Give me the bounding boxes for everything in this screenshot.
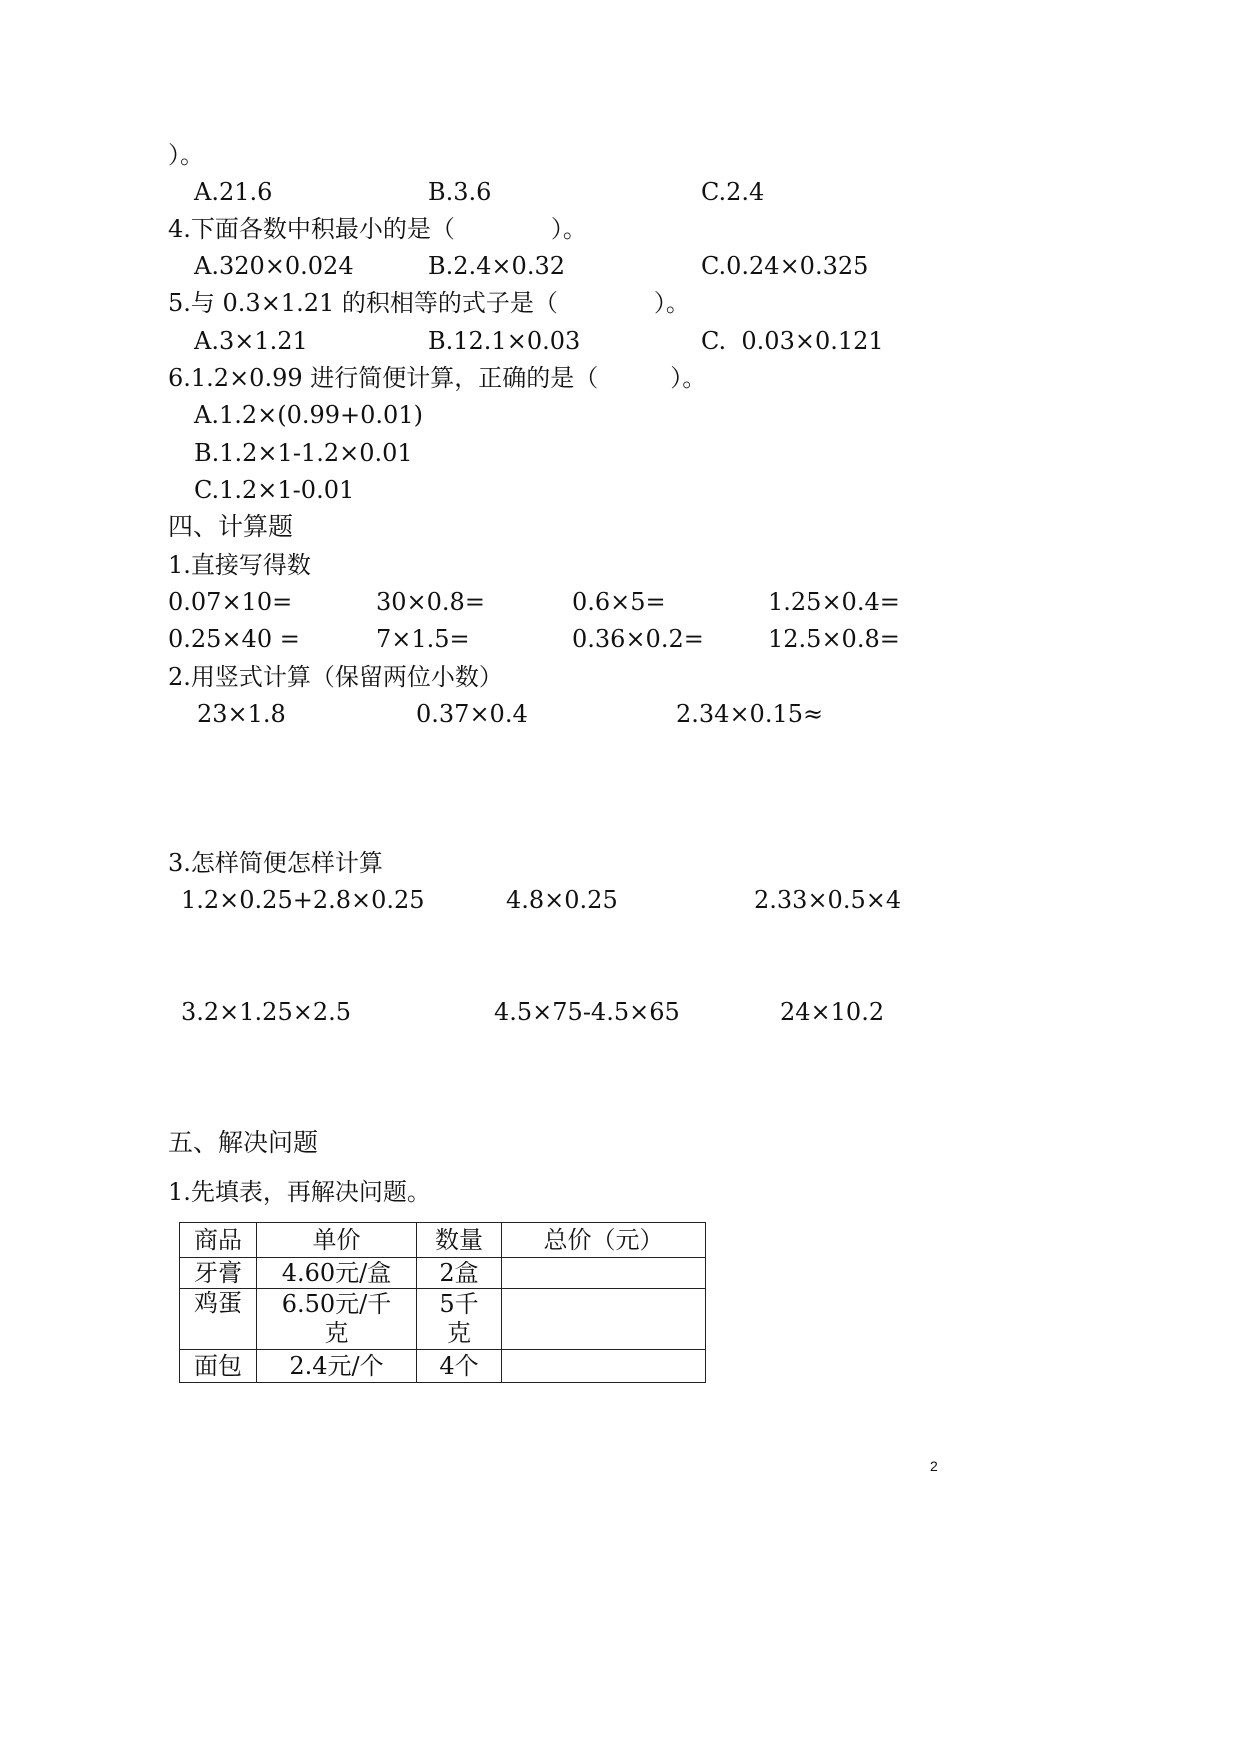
q6-option-c: C.1.2×1-0.01 [194,476,355,504]
q5-question: 5.与 0.3×1.21 的积相等的式子是（ ）。 [168,289,690,317]
cell-price [257,1289,417,1350]
table-row [180,1258,706,1289]
cell-item: 面包 [180,1350,257,1383]
section5-title: 五、解决问题 [168,1128,319,1157]
s4-p3-r1-c3: 2.33×0.5×4 [754,886,902,914]
header-quantity: 数量 [417,1223,502,1258]
q4-option-b: B.2.4×0.32 [428,252,565,280]
s4-p2-item-1: 23×1.8 [197,700,286,728]
table-header-row [180,1223,706,1258]
s4-p3-r1-c2: 4.8×0.25 [506,886,618,914]
cell-qty [417,1289,502,1350]
s4-p2-item-2: 0.37×0.4 [416,700,528,728]
cell-price: 2.4元/个 [257,1350,417,1383]
cell-item: 牙膏 [180,1258,257,1289]
q4-option-a: A.320×0.024 [194,252,354,280]
header-item: 商品 [180,1223,257,1258]
table-row [180,1289,706,1350]
header-unit-price: 单价 [257,1223,417,1258]
s4-p1-title: 1.直接写得数 [168,551,311,579]
header-total: 总价（元） [502,1223,706,1258]
cell-price-line1: 6.50元/千 [281,1290,392,1318]
s4-p1-r2-c2: 7×1.5= [376,625,470,653]
cell-qty: 4个 [417,1350,502,1383]
s4-p1-r1-c2: 30×0.8= [376,588,485,616]
cell-price-line2: 克 [324,1319,349,1347]
section4-title: 四、计算题 [168,512,294,541]
q6-question: 6.1.2×0.99 进行简便计算，正确的是（ ）。 [168,364,707,392]
s4-p3-r2-c3: 24×10.2 [780,998,885,1026]
cell-total[interactable] [502,1350,706,1383]
q4-question: 4.下面各数中积最小的是（ ）。 [168,215,587,243]
s4-p2-title: 2.用竖式计算（保留两位小数） [168,663,503,691]
s4-p1-r1-c4: 1.25×0.4= [768,588,900,616]
s5-p1-title: 1.先填表，再解决问题。 [168,1178,431,1206]
q3-option-c: C.2.4 [701,178,765,206]
q3-option-b: B.3.6 [428,178,492,206]
cell-price: 4.60元/盒 [257,1258,417,1289]
s4-p1-r1-c1: 0.07×10= [168,588,293,616]
price-table [179,1222,706,1383]
cell-total[interactable] [502,1289,706,1350]
s4-p3-r2-c2: 4.5×75-4.5×65 [494,998,680,1026]
q6-option-b: B.1.2×1-1.2×0.01 [194,439,413,467]
s4-p1-r1-c3: 0.6×5= [572,588,666,616]
q5-option-b: B.12.1×0.03 [428,327,581,355]
cell-total[interactable] [502,1258,706,1289]
s4-p1-r2-c4: 12.5×0.8= [768,625,900,653]
s4-p3-r1-c1: 1.2×0.25+2.8×0.25 [181,886,425,914]
q5-option-a: A.3×1.21 [194,327,308,355]
s4-p1-r2-c1: 0.25×40 = [168,625,300,653]
s4-p3-r2-c1: 3.2×1.25×2.5 [181,998,351,1026]
cell-qty: 2盒 [417,1258,502,1289]
q3-tail: ）。 [168,141,204,169]
s4-p2-item-3: 2.34×0.15≈ [676,700,824,728]
q4-option-c: C.0.24×0.325 [701,252,869,280]
q5-option-c: C. 0.03×0.121 [701,327,884,355]
q3-option-a: A.21.6 [194,178,273,206]
table-row [180,1350,706,1383]
s4-p1-r2-c3: 0.36×0.2= [572,625,704,653]
cell-qty-line2: 克 [447,1319,471,1347]
q6-option-a: A.1.2×(0.99+0.01) [194,401,423,429]
page-number: 2 [930,1458,938,1474]
s4-p3-title: 3.怎样简便怎样计算 [168,849,383,877]
cell-item: 鸡蛋 [180,1289,257,1350]
cell-qty-line1: 5千 [439,1290,479,1318]
